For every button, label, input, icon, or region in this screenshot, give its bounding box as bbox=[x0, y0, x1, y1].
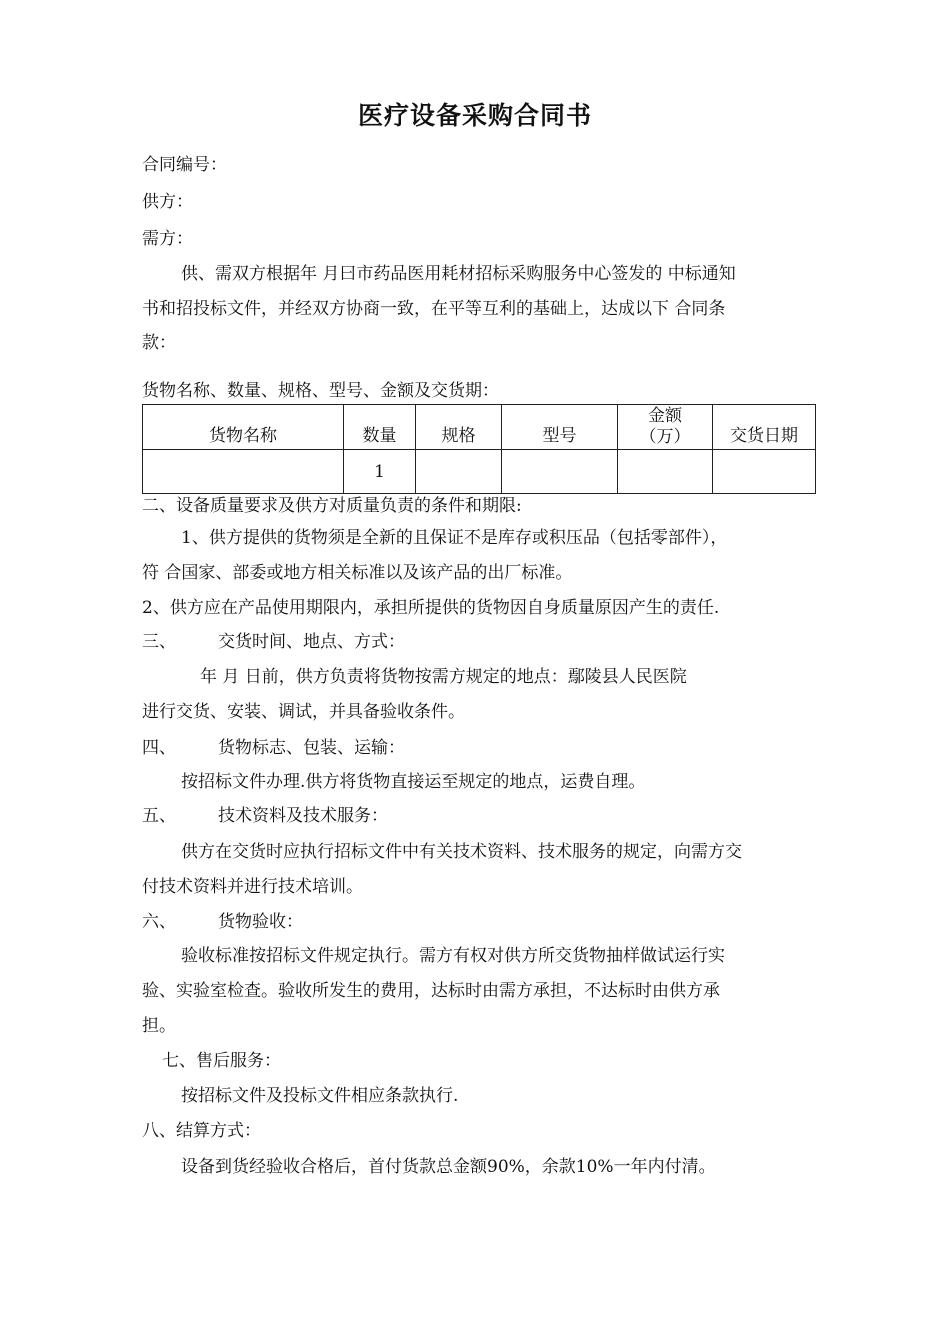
section-4-number: 四、 bbox=[142, 738, 176, 758]
section-5-heading bbox=[142, 804, 388, 828]
goods-table bbox=[142, 404, 816, 494]
header-spec: 规格 bbox=[416, 405, 502, 450]
section-5-line-2: 付技术资料并进行技术培训。 bbox=[142, 877, 363, 897]
section-8-line-1: 设备到货经验收合格后，首付货款总金额90%，余款10%一年内付清。 bbox=[181, 1157, 716, 1177]
cell-model bbox=[502, 450, 618, 494]
section-7-line-1: 按招标文件及投标文件相应条款执行. bbox=[181, 1086, 459, 1106]
section-6-number: 六、 bbox=[142, 912, 176, 932]
section-5-title: 技术资料及技术服务： bbox=[218, 806, 388, 826]
header-amount-line-2: （万） bbox=[639, 427, 691, 447]
header-model: 型号 bbox=[502, 405, 618, 450]
intro-line-1: 供、需双方根据年 月曰市药品医用耗材招标采购服务中心签发的 中标通知 bbox=[181, 264, 736, 284]
section-6-heading bbox=[142, 910, 303, 934]
goods-section-title: 货物名称、数量、规格、型号、金额及交货期： bbox=[142, 381, 499, 401]
section-3-line-1: 年 月 日前，供方负责将货物按需方规定的地点：鄢陵县人民医院 bbox=[200, 667, 687, 687]
table-row bbox=[143, 450, 816, 494]
section-2-item-1-line-1: 1、供方提供的货物须是全新的且保证不是库存或积压品（包括零部件）， bbox=[181, 528, 728, 548]
section-2-item-1-line-2: 符 合国家、部委或地方相关标准以及该产品的出厂标准。 bbox=[142, 563, 573, 583]
section-3-number: 三、 bbox=[142, 632, 176, 652]
section-2-item-2: 2、供方应在产品使用期限内，承担所提供的货物因自身质量原因产生的责任. bbox=[142, 598, 720, 618]
buyer-label: 需方： bbox=[142, 229, 193, 249]
header-delivery-date: 交货日期 bbox=[713, 405, 816, 450]
section-5-line-1: 供方在交货时应执行招标文件中有关技术资料、技术服务的规定，向需方交 bbox=[181, 842, 742, 862]
cell-quantity: 1 bbox=[344, 450, 416, 494]
section-2-title: 二、设备质量要求及供方对质量负责的条件和期限: bbox=[142, 496, 522, 516]
header-amount bbox=[618, 405, 713, 450]
section-6-line-2: 验、实验室检查。验收所发生的费用，达标时由需方承担，不达标时由供方承 bbox=[142, 981, 720, 1001]
cell-delivery-date bbox=[713, 450, 816, 494]
section-4-heading bbox=[142, 736, 405, 760]
contract-number-label: 合同编号： bbox=[142, 155, 227, 175]
section-8-title: 八、结算方式： bbox=[142, 1121, 261, 1141]
section-3-heading bbox=[142, 630, 405, 654]
header-amount-line-1: 金额 bbox=[648, 406, 682, 426]
section-5-number: 五、 bbox=[142, 806, 176, 826]
header-goods-name: 货物名称 bbox=[143, 405, 344, 450]
intro-line-3: 款： bbox=[142, 333, 176, 353]
cell-goods-name bbox=[143, 450, 344, 494]
cell-amount bbox=[618, 450, 713, 494]
intro-line-2: 书和招投标文件，并经双方协商一致，在平等互利的基础上，达成以下 合同条 bbox=[142, 299, 726, 319]
cell-spec bbox=[416, 450, 502, 494]
section-6-title: 货物验收： bbox=[218, 912, 303, 932]
section-4-title: 货物标志、包装、运输： bbox=[218, 738, 405, 758]
supplier-label: 供方： bbox=[142, 192, 193, 212]
document-title: 医疗设备采购合同书 bbox=[357, 101, 592, 130]
section-4-line-1: 按招标文件办理.供方将货物直接运至规定的地点，运费自理。 bbox=[181, 772, 646, 792]
header-quantity: 数量 bbox=[344, 405, 416, 450]
section-6-line-1: 验收标准按招标文件规定执行。需方有权对供方所交货物抽样做试运行实 bbox=[181, 946, 725, 966]
section-3-line-2: 进行交货、安装、调试，并具备验收条件。 bbox=[142, 702, 465, 722]
goods-table-header-row bbox=[143, 405, 816, 450]
section-7-title: 七、售后服务： bbox=[162, 1051, 281, 1071]
section-3-title: 交货时间、地点、方式： bbox=[218, 632, 405, 652]
section-6-line-3: 担。 bbox=[142, 1016, 176, 1036]
